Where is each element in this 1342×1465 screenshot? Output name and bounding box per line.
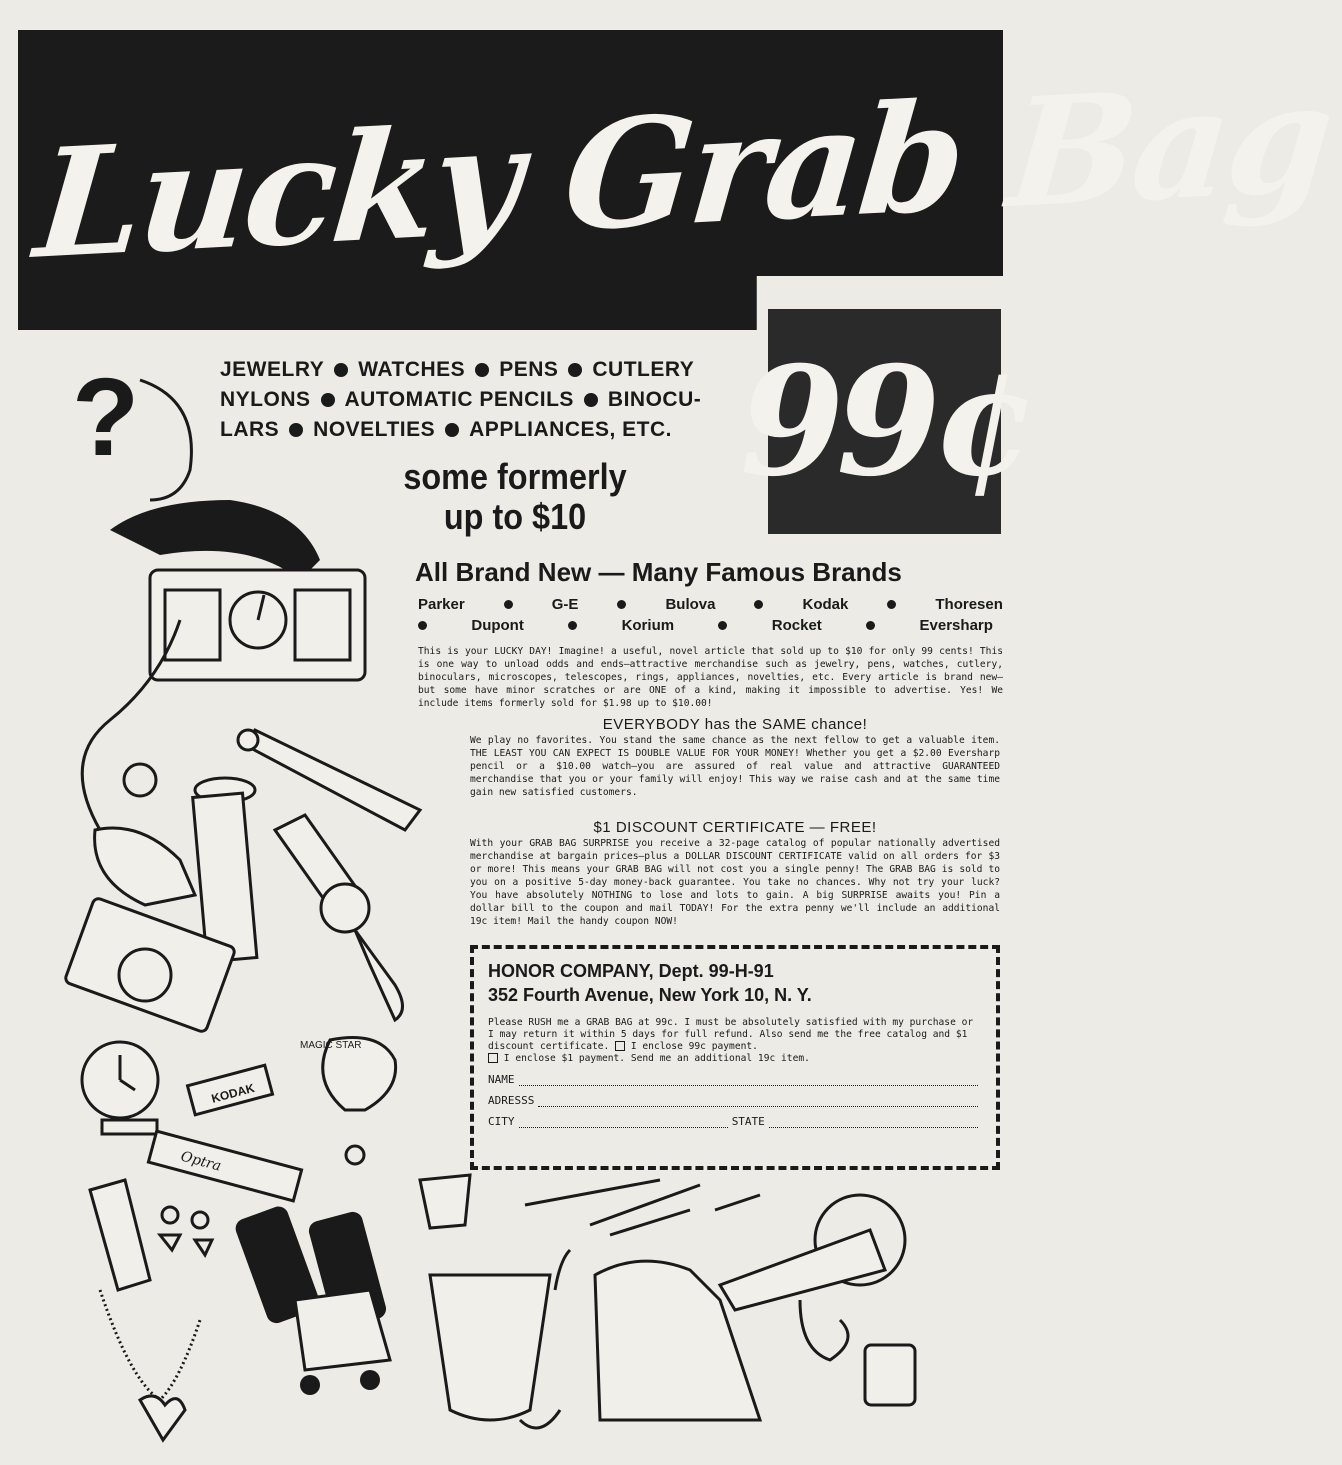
watch-icon [275, 815, 403, 1020]
price: 99¢ [739, 333, 1030, 510]
intro-paragraph: This is your LUCKY DAY! Imagine! a useful, novel article that sold up to $10 for only 99 cents! This is one way to unload odds and ends—attractive merchandise such as jewelry, pens, watches, cutlery, binoculars, microscopes, telescopes, rings, appliances, novelties, etc. Every article is brand new—but some have minor scratches or are ONE of a kind, making it impossible to advertise. Yes! We include items formerly sold for $1.98 up to $10.00! [418, 646, 1003, 709]
checkbox-99c[interactable] [615, 1041, 625, 1051]
bullet-icon [866, 621, 875, 630]
bullet-icon [289, 423, 303, 437]
pencil-sharpener-icon [420, 1175, 470, 1228]
categories-line-3 [220, 418, 760, 442]
brand-korium: Korium [621, 617, 675, 634]
brand-eversharp: Eversharp [919, 617, 993, 634]
address-field[interactable] [488, 1094, 982, 1107]
discount-paragraph: With your GRAB BAG SURPRISE you receive a 32-page catalog of popular nationally advertised merchandise at bargain prices—plus a DOLLAR DISCOUNT CERTIFICATE valid on all orders for $3 or more! This means your GRAB BAG will not cost you a single penny! The GRAB BAG is sold to you on a positive 5-day money-back guarantee. You take no chances. Why not try your luck? You have absolutely NOTHING to lose and lots to gain. A big SURPRISE awaits you! Pin a dollar bill to the coupon and mail TODAY! For the extra penny we'll include an additional 19c item! Mail the handy coupon NOW! [470, 838, 1000, 927]
tube-icon [90, 1180, 150, 1290]
bullet-icon [584, 393, 598, 407]
brands-row-1 [418, 596, 1003, 613]
city-label: CITY [488, 1115, 515, 1128]
coupon-request: Please RUSH me a GRAB BAG at 99c. I must be absolutely satisfied with my purchase or I may return it within 5 days for full refund. Also send me the free catalog and $1 discount certificate. [488, 1017, 974, 1052]
address-line[interactable] [538, 1096, 978, 1107]
brand-parker: Parker [418, 596, 465, 613]
formerly-line-2: up to $10 [443, 496, 587, 537]
harmonica-icon [148, 1131, 301, 1201]
category-novelties: NOVELTIES [313, 418, 436, 441]
bullet-icon [334, 363, 348, 377]
light-bulb-icon [300, 1038, 396, 1111]
brand-ge: G-E [551, 596, 579, 613]
kodak-label: KODAK [209, 1080, 257, 1106]
clock-icon [82, 1042, 158, 1134]
bullet-icon [887, 600, 896, 609]
formerly-line-1: some formerly [403, 456, 627, 497]
harmonica-label: Optra [178, 1148, 223, 1175]
knife-icon [715, 1195, 760, 1210]
earrings-icon [160, 1207, 212, 1255]
city-line[interactable] [519, 1117, 728, 1128]
bullet-icon [617, 600, 626, 609]
brands-heading: All Brand New — Many Famous Brands [415, 557, 902, 587]
coupon-text [488, 1017, 982, 1065]
heater-icon [720, 1195, 905, 1360]
question-mark-icon: ? [72, 356, 140, 479]
category-cutlery: CUTLERY [592, 358, 695, 381]
necklace-icon [100, 1290, 200, 1440]
company-name: HONOR COMPANY, Dept. 99-H-91 [488, 961, 774, 981]
radio-icon [110, 500, 365, 680]
address-label: ADRESSS [488, 1094, 535, 1107]
city-state-field[interactable] [488, 1115, 982, 1128]
bullet-icon [321, 393, 335, 407]
headline: Lucky Grab Bag [29, 49, 1337, 293]
option-99c-label: I enclose 99c payment. [630, 1041, 758, 1052]
brand-rocket: Rocket [771, 617, 822, 634]
name-label: NAME [488, 1073, 515, 1086]
bullet-icon [568, 363, 582, 377]
category-appliances: APPLIANCES, ETC. [469, 418, 672, 441]
categories-line-1 [220, 358, 760, 382]
brand-kodak: Kodak [802, 596, 849, 613]
category-binoculars-part2: LARS [220, 418, 280, 441]
formerly-price-note [385, 457, 646, 537]
ring-icon [124, 764, 156, 796]
small-ring-icon [346, 1146, 364, 1164]
brand-bulova: Bulova [665, 596, 716, 613]
bullet-icon [568, 621, 577, 630]
brand-thoresen: Thoresen [935, 596, 1003, 613]
category-nylons: NYLONS [220, 388, 311, 411]
bullet-icon [504, 600, 513, 609]
bulb-label: MAGIC STAR [300, 1040, 362, 1051]
name-field[interactable] [488, 1073, 982, 1086]
option-1-dollar-label: I enclose $1 payment. Send me an additional 19c item. [503, 1053, 810, 1064]
roller-skates-icon [295, 1290, 390, 1395]
pens-icon [525, 1180, 700, 1235]
category-binoculars-part1: BINOCU- [607, 388, 702, 411]
categories-line-2 [220, 388, 760, 412]
company-address: 352 Fourth Avenue, New York 10, N. Y. [488, 985, 812, 1005]
state-label: STATE [731, 1115, 765, 1128]
telescope-icon [238, 730, 420, 830]
flashlight-icon [193, 778, 257, 962]
category-automatic-pencils: AUTOMATIC PENCILS [344, 388, 574, 411]
chance-heading: EVERYBODY has the SAME chance! [602, 716, 868, 733]
state-line[interactable] [769, 1117, 978, 1128]
mixer-icon [430, 1250, 760, 1428]
brand-dupont: Dupont [471, 617, 524, 634]
tin-icon [865, 1345, 915, 1405]
brands-row-2 [418, 617, 993, 634]
bullet-icon [445, 423, 459, 437]
grab-bag-icon [140, 380, 191, 500]
order-coupon [470, 945, 1000, 1170]
category-jewelry: JEWELRY [220, 358, 325, 381]
bullet-icon [754, 600, 763, 609]
chance-paragraph: We play no favorites. You stand the same chance as the next fellow to get a valuable item. THE LEAST YOU CAN EXPECT IS DOUBLE VALUE FOR YOUR MONEY! Whether you get a $2.00 Eversharp pencil or a $10.00 watch—you are assured of real value and attractive GUARANTEED merchandise that you or your family will enjoy! This way we raise cash and at the same time gain new satisfied customers. [470, 735, 1000, 798]
discount-heading: $1 DISCOUNT CERTIFICATE — FREE! [593, 819, 877, 836]
kodak-film-icon [187, 1065, 272, 1115]
checkbox-1-dollar[interactable] [488, 1053, 498, 1063]
category-watches: WATCHES [358, 358, 466, 381]
bullet-icon [418, 621, 427, 630]
name-line[interactable] [519, 1075, 979, 1086]
category-pens: PENS [499, 358, 559, 381]
bullet-icon [475, 363, 489, 377]
bullet-icon [718, 621, 727, 630]
